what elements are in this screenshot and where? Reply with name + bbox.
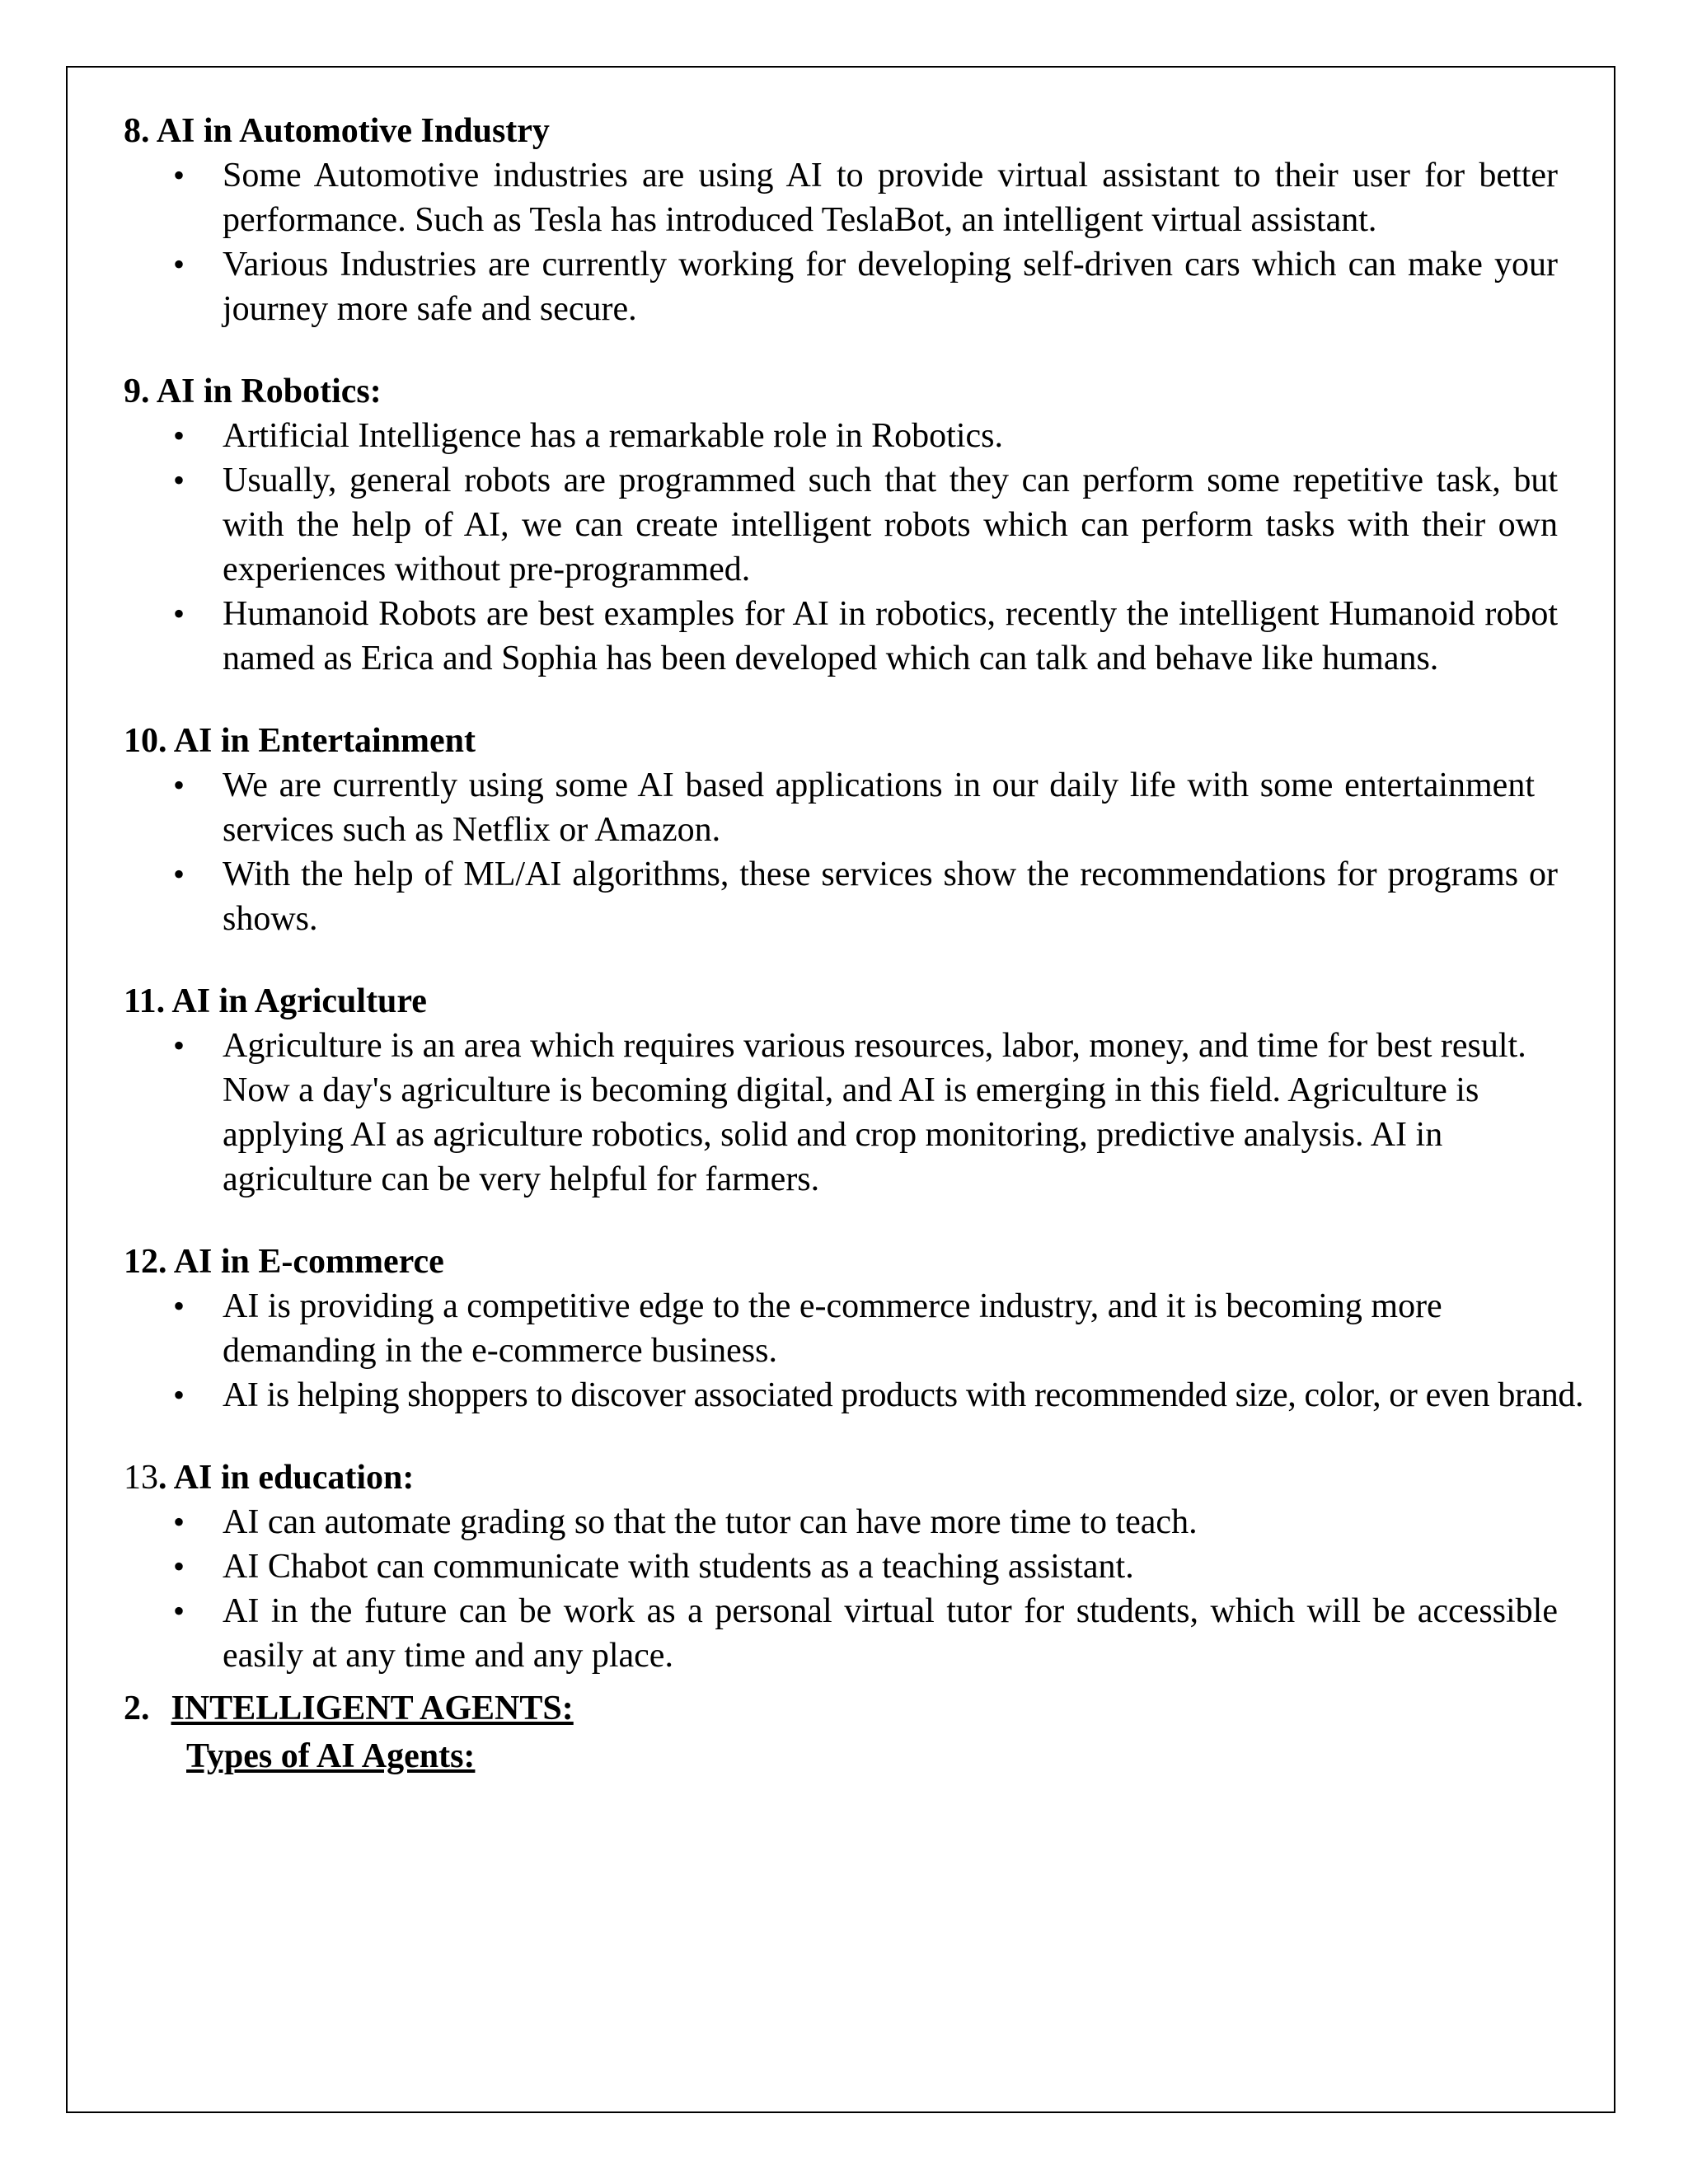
section-number: 9. [124, 373, 150, 410]
section-title: AI in Entertainment [173, 722, 476, 760]
section-education [124, 1455, 1558, 1678]
section-number: 8. [124, 112, 150, 150]
bullet-item: • We are currently using some AI based applications in our daily life with some entertainment services such as Netflix or Amazon. [124, 763, 1535, 852]
bullet-list [124, 1024, 1535, 1202]
section-heading [124, 979, 1558, 1024]
bullet-item: • AI in the future can be work as a personal virtual tutor for students, which will be accessible easily at any time and any place. [124, 1589, 1558, 1678]
bullet-item: • AI is helping shoppers to discover associated products with recommended size, color, or even brand. [124, 1373, 1647, 1418]
bullet-list [124, 1284, 1584, 1418]
bullet-list [124, 763, 1558, 941]
section-number: 12. [124, 1243, 167, 1281]
section-title: AI in Robotics: [156, 373, 382, 410]
chapter-number: 2. [124, 1690, 150, 1727]
bullet-list [124, 1500, 1558, 1678]
section-heading [124, 1455, 1558, 1500]
section-agriculture [124, 979, 1558, 1202]
bullet-item: • Usually, general robots are programmed such that they can perform some repetitive task, but with the help of AI, we can create intelligent robots which can perform tasks with their own experiences without pre-programmed. [124, 458, 1558, 592]
bullet-list [124, 153, 1558, 331]
section-title: AI in E-commerce [173, 1243, 444, 1281]
bullet-item: • AI is providing a competitive edge to the e-commerce industry, and it is becoming more demanding in the e-commerce business. [124, 1284, 1535, 1373]
bullet-item: • Some Automotive industries are using AI to provide virtual assistant to their user for better performance. Such as Tesla has introduced TeslaBot, an intelligent virtual assistant. [124, 153, 1558, 242]
section-title: AI in Agriculture [171, 982, 427, 1020]
bullet-item: • AI can automate grading so that the tutor can have more time to teach. [124, 1500, 1558, 1544]
section-heading [124, 719, 1558, 763]
bullet-item: • Agriculture is an area which requires various resources, labor, money, and time for best result. Now a day's agriculture is becoming digital, and AI is emerging in this field. Agriculture is applying AI as agriculture robotics, solid and crop monitoring, predictive analysis. AI in agriculture can be very helpful for farmers. [124, 1024, 1535, 1202]
bullet-item: • Humanoid Robots are best examples for AI in robotics, recently the intelligent Humanoid robot named as Erica and Sophia has been developed which can talk and behave like humans. [124, 592, 1558, 681]
section-heading [124, 369, 1558, 414]
sub-heading: Types of AI Agents: [186, 1737, 476, 1775]
chapter-title: INTELLIGENT AGENTS: [171, 1690, 574, 1727]
section-title: . AI in education: [158, 1459, 415, 1497]
chapter-heading [124, 1686, 1558, 1731]
bullet-item: • Artificial Intelligence has a remarkable role in Robotics. [124, 414, 1558, 458]
section-ecommerce [124, 1240, 1584, 1418]
section-entertainment [124, 719, 1558, 941]
section-number: 13 [124, 1459, 158, 1497]
section-number: 10. [124, 722, 167, 760]
bullet-item: • Various Industries are currently working for developing self-driven cars which can make your journey more safe and secure. [124, 242, 1558, 331]
section-robotics [124, 369, 1558, 681]
section-heading [124, 1240, 1558, 1284]
section-heading [124, 109, 1558, 153]
section-number: 11. [124, 982, 166, 1020]
bullet-list [124, 414, 1558, 681]
bullet-item: • With the help of ML/AI algorithms, these services show the recommendations for programs or shows. [124, 852, 1558, 941]
bullet-item: • AI Chabot can communicate with students as a teaching assistant. [124, 1544, 1558, 1589]
document-body [124, 109, 1584, 1779]
section-automotive [124, 109, 1558, 331]
section-title: AI in Automotive Industry [156, 112, 550, 150]
